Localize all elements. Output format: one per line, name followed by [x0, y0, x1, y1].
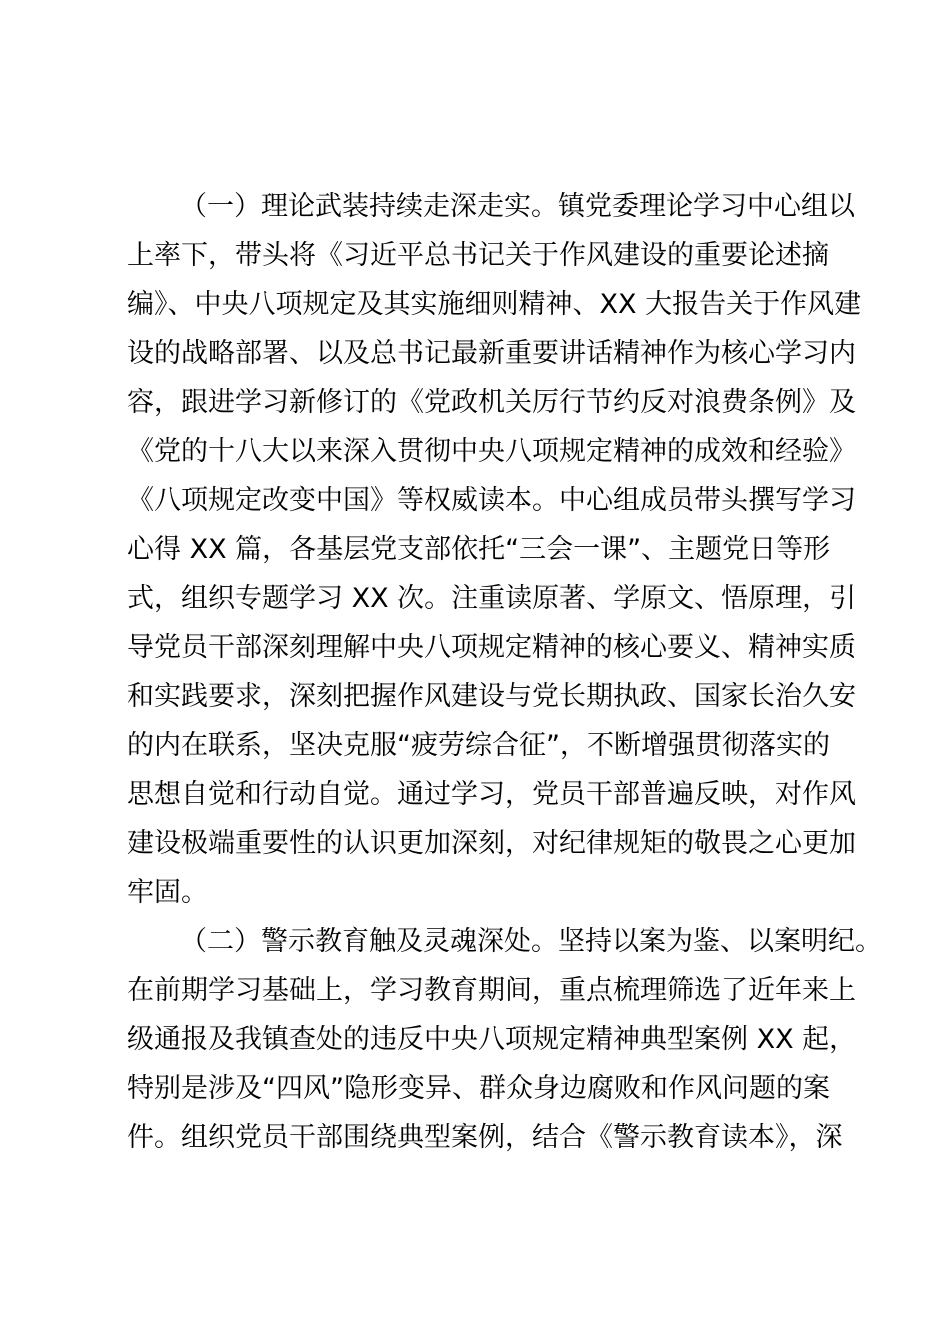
text-line: 建设极端重要性的认识更加深刻，对纪律规矩的敬畏之心更加 — [127, 828, 856, 859]
text-line: （一）理论武装持续走深走实。镇党委理论学习中心组以 — [180, 191, 855, 222]
text-line: 《八项规定改变中国》等权威读本。中心组成员带头撰写学习 — [127, 485, 856, 516]
text-line: 的内在联系，坚决克服“疲劳综合征”，不断增强贯彻落实的 — [127, 730, 830, 761]
text-line: 思想自觉和行动自觉。通过学习，党员干部普遍反映，对作风 — [127, 779, 856, 810]
text-line: 设的战略部署、以及总书记最新重要讲话精神作为核心学习内 — [127, 338, 856, 369]
text-line: 导党员干部深刻理解中央八项规定精神的核心要义、精神实质 — [127, 632, 856, 663]
text-line: （二）警示教育触及灵魂深处。坚持以案为鉴、以案明纪。 — [180, 926, 882, 957]
text-line: 《党的十八大以来深入贯彻中央八项规定精神的成效和经验》 — [127, 436, 856, 467]
text-line: 上率下，带头将《习近平总书记关于作风建设的重要论述摘 — [127, 240, 829, 271]
text-line: 编》、中央八项规定及其实施细则精神、XX 大报告关于作风建 — [127, 289, 862, 320]
text-line: 级通报及我镇查处的违反中央八项规定精神典型案例 XX 起， — [127, 1024, 857, 1055]
text-line: 和实践要求，深刻把握作风建设与党长期执政、国家长治久安 — [127, 681, 856, 712]
text-line: 容，跟进学习新修订的《党政机关厉行节约反对浪费条例》及 — [127, 387, 856, 418]
text-line: 牢固。 — [127, 877, 208, 908]
text-line: 件。组织党员干部围绕典型案例，结合《警示教育读本》，深 — [127, 1122, 843, 1153]
text-line: 心得 XX 篇，各基层党支部依托“三会一课”、主题党日等形 — [127, 534, 831, 565]
text-line: 特别是涉及“四风”隐形变异、群众身边腐败和作风问题的案 — [127, 1073, 830, 1104]
text-line: 式，组织专题学习 XX 次。注重读原著、学原文、悟原理，引 — [127, 583, 857, 614]
text-line: 在前期学习基础上，学习教育期间，重点梳理筛选了近年来上 — [127, 975, 856, 1006]
